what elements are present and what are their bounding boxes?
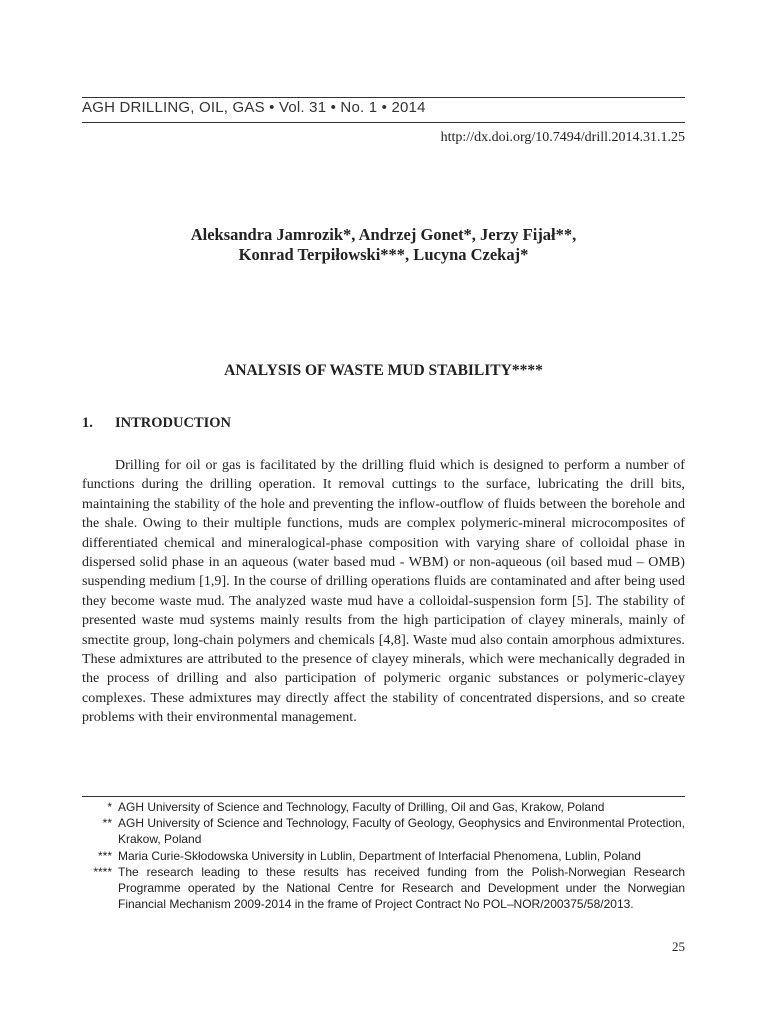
footnote [82,848,685,864]
footnote-text: AGH University of Science and Technology, Faculty of Drilling, Oil and Gas, Krakow, Poland [118,800,605,814]
footnote [82,799,685,815]
authors-line-1: Aleksandra Jamrozik*, Andrzej Gonet*, Jerzy Fijał**, [190,225,577,244]
footnote-text: Maria Curie-Skłodowska University in Lublin, Department of Interfacial Phenomena, Lublin, Poland [118,848,641,863]
footnote [82,864,685,913]
footnotes [82,799,685,912]
author-list [82,225,685,265]
footnote-text: AGH University of Science and Technology, Faculty of Geology, Geophysics and Environmental Protection, Krakow, Poland [118,816,685,847]
footnote-mark: **** [93,864,112,879]
footnote-mark: *** [97,848,112,863]
header-bottom-rule [82,122,685,123]
footnote-text: The research leading to these results has received funding from the Polish-Norwegian Research Programme operated by the National Centre for Research and Development under the Norwegian Financial Mechanism 2009-2014 in the frame of Project Contract No POL–NOR/200375/58/2013. [118,864,685,912]
paper-title: ANALYSIS OF WASTE MUD STABILITY**** [224,362,543,379]
section-title: INTRODUCTION [115,415,232,431]
journal-header: AGH DRILLING, OIL, GAS • Vol. 31 • No. 1 • 2014 [82,99,426,116]
intro-paragraph: Drilling for oil or gas is facilitated by the drilling fluid which is designed to perform a number of functions during the drilling operation. It removal cuttings to the surface, lubricating the drill bits, maintaining the stability of the hole and preventing the inflow-outflow of fluids between the borehole and the shale. Owing to their multiple functions, muds are complex polymeric-mineral microcomposites of differentiated chemical and mineralogical-phase composition with varying share of colloidal phase in dispersed solid phase in an aqueous (water based mud - WBM) or non-aqueous (oil based mud – OMB) suspending medium [1,9]. In the course of drilling operations fluids are contaminated and after being used they become waste mud. The analyzed waste mud have a colloidal-suspension form [5]. The stability of presented waste mud systems mainly results from the high participation of clayey minerals, mainly of smectite group, long-chain polymers and chemicals [4,8]. Waste mud also contain amorphous admixtures. These admixtures are attributed to the presence of clayey minerals, which were mechanically degraded in the process of drilling and also participation of polymeric organic substances or polymeric-clayey complexes. These admixtures may directly affect the stability of concentrated dispersions, and so create problems with their environmental management. [82,458,685,726]
footnote [82,815,685,847]
page-number: 25 [672,939,685,954]
authors-line-2: Konrad Terpiłowski***, Lucyna Czekaj* [238,245,529,264]
footnote-mark: * [107,800,112,814]
section-heading [82,415,231,432]
section-number: 1. [82,415,93,431]
footnote-mark: ** [102,816,112,831]
header-top-rule [82,97,685,98]
footnote-rule [82,796,685,797]
doi-link[interactable]: http://dx.doi.org/10.7494/drill.2014.31.1.25 [440,130,685,145]
